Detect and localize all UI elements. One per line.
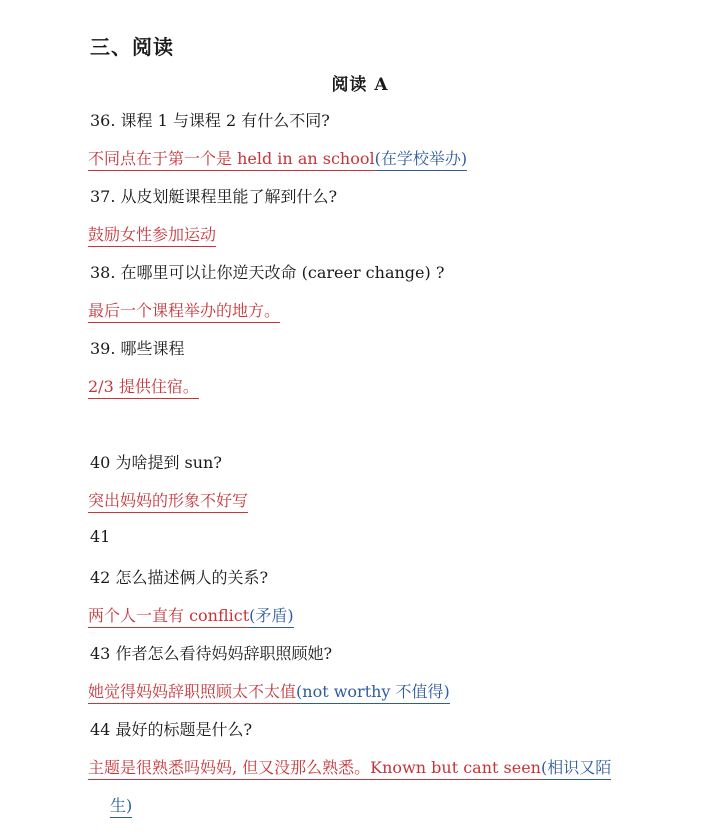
answer-36-note: (在学校举办) xyxy=(375,146,468,171)
question-42: 42 怎么描述俩人的关系? xyxy=(90,568,269,587)
answer-44-note-cont: 生) xyxy=(110,793,132,818)
answer-42-note: (矛盾) xyxy=(249,603,294,628)
answer-43-note: (not worthy 不值得) xyxy=(296,679,450,704)
answer-40-main: 突出妈妈的形象不好写 xyxy=(88,488,248,513)
question-37: 37. 从皮划艇课程里能了解到什么? xyxy=(90,187,338,206)
answer-36-main: 不同点在于第一个是 held in an school xyxy=(88,146,375,171)
answer-43-main: 她觉得妈妈辞职照顾太不太值 xyxy=(88,679,296,704)
answer-37 xyxy=(88,222,216,247)
answer-44 xyxy=(88,755,611,780)
question-36: 36. 课程 1 与课程 2 有什么不同? xyxy=(90,111,330,130)
question-44: 44 最好的标题是什么? xyxy=(90,720,253,739)
question-38: 38. 在哪里可以让你逆天改命 (career change) ? xyxy=(90,263,445,282)
answer-39 xyxy=(88,374,199,399)
answer-40 xyxy=(88,488,248,513)
answer-38 xyxy=(88,298,280,323)
question-39: 39. 哪些课程 xyxy=(90,339,185,358)
answer-42 xyxy=(88,603,294,628)
answer-44-note: (相识又陌 xyxy=(541,755,611,780)
sub-title: 阅读 A xyxy=(331,75,389,95)
answer-44-main: 主题是很熟悉吗妈妈, 但又没那么熟悉。Known but cant seen xyxy=(88,755,541,780)
section-title: 三、阅读 xyxy=(90,35,174,59)
answer-36 xyxy=(88,146,467,171)
question-40: 40 为啥提到 sun? xyxy=(90,453,222,472)
answer-42-main: 两个人一直有 conflict xyxy=(88,603,249,628)
answer-37-main: 鼓励女性参加运动 xyxy=(88,222,216,247)
question-41: 41 xyxy=(90,527,111,546)
question-43: 43 作者怎么看待妈妈辞职照顾她? xyxy=(90,644,333,663)
answer-44-continued xyxy=(110,793,132,818)
answer-43 xyxy=(88,679,450,704)
answer-38-main: 最后一个课程举办的地方。 xyxy=(88,298,280,323)
answer-39-main: 2/3 提供住宿。 xyxy=(88,374,199,399)
